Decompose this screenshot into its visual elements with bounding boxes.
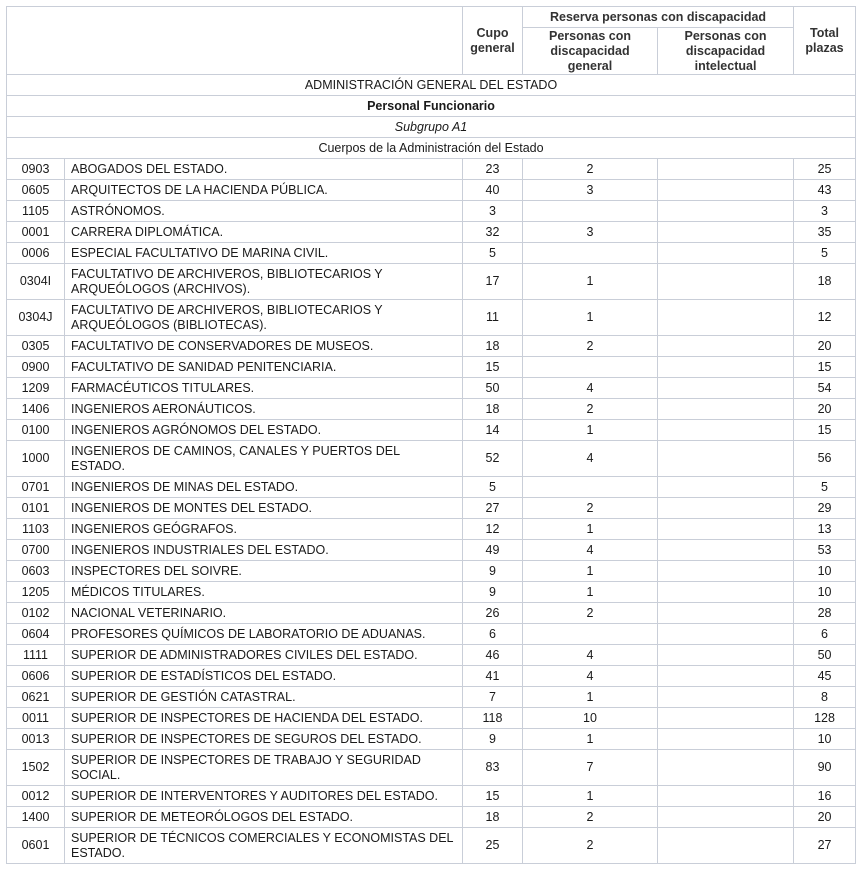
row-code: 0700 [7, 540, 65, 561]
row-code: 0011 [7, 708, 65, 729]
table-row [7, 264, 856, 300]
row-total: 53 [794, 540, 856, 561]
row-code: 0100 [7, 420, 65, 441]
section-row [7, 75, 856, 96]
row-total: 28 [794, 603, 856, 624]
table-row [7, 603, 856, 624]
row-code: 0304J [7, 300, 65, 336]
row-disc-general: 1 [523, 264, 658, 300]
row-total: 90 [794, 750, 856, 786]
row-name: MÉDICOS TITULARES. [65, 582, 463, 603]
row-cupo: 5 [463, 477, 523, 498]
table-row [7, 786, 856, 807]
header-disc-intelectual: Personas con discapacidad intelectual [658, 28, 794, 75]
row-disc-intelectual [658, 519, 794, 540]
row-disc-intelectual [658, 222, 794, 243]
row-disc-general: 2 [523, 603, 658, 624]
row-name: SUPERIOR DE ADMINISTRADORES CIVILES DEL ESTADO. [65, 645, 463, 666]
row-total: 3 [794, 201, 856, 222]
row-disc-intelectual [658, 300, 794, 336]
row-name: CARRERA DIPLOMÁTICA. [65, 222, 463, 243]
row-disc-intelectual [658, 378, 794, 399]
row-name: NACIONAL VETERINARIO. [65, 603, 463, 624]
table-row [7, 540, 856, 561]
row-total: 43 [794, 180, 856, 201]
row-cupo: 15 [463, 357, 523, 378]
table-row [7, 498, 856, 519]
row-disc-general: 3 [523, 180, 658, 201]
row-disc-general [523, 243, 658, 264]
row-disc-general: 1 [523, 561, 658, 582]
header-cupo-general: Cupo general [463, 7, 523, 75]
row-name: FACULTATIVO DE ARCHIVEROS, BIBLIOTECARIOS Y ARQUEÓLOGOS (BIBLIOTECAS). [65, 300, 463, 336]
row-disc-general: 2 [523, 159, 658, 180]
row-code: 0013 [7, 729, 65, 750]
row-cupo: 7 [463, 687, 523, 708]
row-disc-intelectual [658, 708, 794, 729]
row-cupo: 18 [463, 807, 523, 828]
row-code: 1400 [7, 807, 65, 828]
row-cupo: 5 [463, 243, 523, 264]
row-disc-intelectual [658, 264, 794, 300]
row-total: 128 [794, 708, 856, 729]
row-total: 5 [794, 477, 856, 498]
row-disc-general: 1 [523, 687, 658, 708]
row-name: FACULTATIVO DE SANIDAD PENITENCIARIA. [65, 357, 463, 378]
table-row [7, 750, 856, 786]
table-row [7, 441, 856, 477]
row-cupo: 12 [463, 519, 523, 540]
row-disc-intelectual [658, 807, 794, 828]
row-disc-intelectual [658, 729, 794, 750]
row-name: SUPERIOR DE INSPECTORES DE SEGUROS DEL ESTADO. [65, 729, 463, 750]
row-disc-general: 2 [523, 336, 658, 357]
plazas-table [6, 6, 856, 864]
row-total: 50 [794, 645, 856, 666]
section-row [7, 117, 856, 138]
table-row [7, 666, 856, 687]
row-disc-general: 4 [523, 540, 658, 561]
row-disc-general: 4 [523, 666, 658, 687]
table-row [7, 378, 856, 399]
row-name: INGENIEROS AERONÁUTICOS. [65, 399, 463, 420]
section-admin: ADMINISTRACIÓN GENERAL DEL ESTADO [7, 75, 856, 96]
row-cupo: 83 [463, 750, 523, 786]
row-disc-intelectual [658, 243, 794, 264]
row-disc-intelectual [658, 540, 794, 561]
table-row [7, 201, 856, 222]
row-name: ESPECIAL FACULTATIVO DE MARINA CIVIL. [65, 243, 463, 264]
table-row [7, 729, 856, 750]
row-disc-intelectual [658, 357, 794, 378]
row-code: 0603 [7, 561, 65, 582]
row-cupo: 49 [463, 540, 523, 561]
row-disc-general: 1 [523, 582, 658, 603]
table-row [7, 828, 856, 864]
row-disc-intelectual [658, 603, 794, 624]
row-name: SUPERIOR DE INSPECTORES DE TRABAJO Y SEGURIDAD SOCIAL. [65, 750, 463, 786]
header-blank [7, 7, 463, 75]
row-code: 0101 [7, 498, 65, 519]
header-total: Total plazas [794, 7, 856, 75]
row-cupo: 41 [463, 666, 523, 687]
row-cupo: 46 [463, 645, 523, 666]
row-total: 5 [794, 243, 856, 264]
row-name: ASTRÓNOMOS. [65, 201, 463, 222]
row-disc-general: 2 [523, 498, 658, 519]
row-cupo: 50 [463, 378, 523, 399]
row-code: 0900 [7, 357, 65, 378]
row-disc-intelectual [658, 786, 794, 807]
row-disc-intelectual [658, 159, 794, 180]
row-cupo: 40 [463, 180, 523, 201]
row-total: 35 [794, 222, 856, 243]
row-disc-intelectual [658, 420, 794, 441]
row-cupo: 15 [463, 786, 523, 807]
row-disc-general: 1 [523, 519, 658, 540]
row-code: 0012 [7, 786, 65, 807]
row-cupo: 17 [463, 264, 523, 300]
row-total: 12 [794, 300, 856, 336]
row-disc-general: 2 [523, 399, 658, 420]
table-row [7, 645, 856, 666]
table-row [7, 159, 856, 180]
row-disc-general: 7 [523, 750, 658, 786]
row-disc-intelectual [658, 180, 794, 201]
row-disc-intelectual [658, 828, 794, 864]
row-disc-intelectual [658, 582, 794, 603]
row-name: INSPECTORES DEL SOIVRE. [65, 561, 463, 582]
row-code: 0001 [7, 222, 65, 243]
row-code: 1105 [7, 201, 65, 222]
row-disc-general: 4 [523, 378, 658, 399]
row-disc-general: 1 [523, 786, 658, 807]
section-row [7, 138, 856, 159]
row-code: 0601 [7, 828, 65, 864]
row-cupo: 11 [463, 300, 523, 336]
row-code: 0102 [7, 603, 65, 624]
table-row [7, 399, 856, 420]
table-row [7, 243, 856, 264]
row-disc-intelectual [658, 687, 794, 708]
table-row [7, 477, 856, 498]
row-cupo: 52 [463, 441, 523, 477]
row-code: 1209 [7, 378, 65, 399]
row-total: 10 [794, 561, 856, 582]
row-cupo: 18 [463, 336, 523, 357]
row-disc-general [523, 201, 658, 222]
header-row [7, 7, 856, 28]
row-total: 20 [794, 336, 856, 357]
row-cupo: 14 [463, 420, 523, 441]
row-name: INGENIEROS DE MONTES DEL ESTADO. [65, 498, 463, 519]
row-disc-general: 1 [523, 420, 658, 441]
row-total: 15 [794, 357, 856, 378]
row-name: PROFESORES QUÍMICOS DE LABORATORIO DE ADUANAS. [65, 624, 463, 645]
row-total: 10 [794, 582, 856, 603]
row-disc-intelectual [658, 477, 794, 498]
row-disc-intelectual [658, 498, 794, 519]
row-name: SUPERIOR DE INTERVENTORES Y AUDITORES DEL ESTADO. [65, 786, 463, 807]
row-code: 0006 [7, 243, 65, 264]
section-row [7, 96, 856, 117]
row-code: 0305 [7, 336, 65, 357]
row-total: 18 [794, 264, 856, 300]
row-name: FACULTATIVO DE CONSERVADORES DE MUSEOS. [65, 336, 463, 357]
row-total: 6 [794, 624, 856, 645]
row-disc-intelectual [658, 336, 794, 357]
table-row [7, 300, 856, 336]
row-name: INGENIEROS DE MINAS DEL ESTADO. [65, 477, 463, 498]
row-code: 1406 [7, 399, 65, 420]
row-name: SUPERIOR DE INSPECTORES DE HACIENDA DEL ESTADO. [65, 708, 463, 729]
table-row [7, 561, 856, 582]
row-code: 1502 [7, 750, 65, 786]
row-cupo: 25 [463, 828, 523, 864]
section-personal: Personal Funcionario [7, 96, 856, 117]
row-code: 0621 [7, 687, 65, 708]
row-total: 56 [794, 441, 856, 477]
row-cupo: 18 [463, 399, 523, 420]
row-total: 20 [794, 807, 856, 828]
row-cupo: 9 [463, 729, 523, 750]
table-row [7, 357, 856, 378]
row-code: 1103 [7, 519, 65, 540]
table-row [7, 708, 856, 729]
row-disc-general: 1 [523, 300, 658, 336]
row-code: 0701 [7, 477, 65, 498]
row-disc-general: 10 [523, 708, 658, 729]
row-total: 29 [794, 498, 856, 519]
row-disc-intelectual [658, 666, 794, 687]
row-code: 0903 [7, 159, 65, 180]
row-name: FACULTATIVO DE ARCHIVEROS, BIBLIOTECARIOS Y ARQUEÓLOGOS (ARCHIVOS). [65, 264, 463, 300]
row-total: 27 [794, 828, 856, 864]
row-cupo: 26 [463, 603, 523, 624]
row-name: INGENIEROS DE CAMINOS, CANALES Y PUERTOS DEL ESTADO. [65, 441, 463, 477]
table-row [7, 582, 856, 603]
row-disc-general: 1 [523, 729, 658, 750]
row-code: 0606 [7, 666, 65, 687]
table-row [7, 420, 856, 441]
row-total: 15 [794, 420, 856, 441]
section-cuerpos: Cuerpos de la Administración del Estado [7, 138, 856, 159]
row-total: 45 [794, 666, 856, 687]
row-cupo: 9 [463, 582, 523, 603]
table-row [7, 222, 856, 243]
row-name: ARQUITECTOS DE LA HACIENDA PÚBLICA. [65, 180, 463, 201]
row-name: SUPERIOR DE METEORÓLOGOS DEL ESTADO. [65, 807, 463, 828]
table-row [7, 336, 856, 357]
row-code: 1205 [7, 582, 65, 603]
row-disc-intelectual [658, 441, 794, 477]
row-cupo: 27 [463, 498, 523, 519]
row-cupo: 23 [463, 159, 523, 180]
row-code: 0304I [7, 264, 65, 300]
row-disc-intelectual [658, 399, 794, 420]
row-name: SUPERIOR DE TÉCNICOS COMERCIALES Y ECONOMISTAS DEL ESTADO. [65, 828, 463, 864]
row-total: 20 [794, 399, 856, 420]
row-total: 54 [794, 378, 856, 399]
table-row [7, 807, 856, 828]
row-disc-general [523, 357, 658, 378]
row-cupo: 118 [463, 708, 523, 729]
row-cupo: 9 [463, 561, 523, 582]
row-cupo: 3 [463, 201, 523, 222]
row-disc-intelectual [658, 561, 794, 582]
row-disc-general: 4 [523, 441, 658, 477]
row-disc-intelectual [658, 645, 794, 666]
row-disc-intelectual [658, 624, 794, 645]
table-row [7, 180, 856, 201]
table-row [7, 687, 856, 708]
row-name: INGENIEROS AGRÓNOMOS DEL ESTADO. [65, 420, 463, 441]
row-disc-general: 4 [523, 645, 658, 666]
row-disc-intelectual [658, 201, 794, 222]
table-row [7, 519, 856, 540]
header-disc-general: Personas con discapacidad general [523, 28, 658, 75]
row-code: 0604 [7, 624, 65, 645]
row-code: 0605 [7, 180, 65, 201]
section-subgrupo: Subgrupo A1 [7, 117, 856, 138]
row-name: INGENIEROS INDUSTRIALES DEL ESTADO. [65, 540, 463, 561]
row-name: ABOGADOS DEL ESTADO. [65, 159, 463, 180]
row-cupo: 6 [463, 624, 523, 645]
row-disc-general [523, 477, 658, 498]
row-total: 16 [794, 786, 856, 807]
row-disc-intelectual [658, 750, 794, 786]
row-name: SUPERIOR DE GESTIÓN CATASTRAL. [65, 687, 463, 708]
row-name: INGENIEROS GEÓGRAFOS. [65, 519, 463, 540]
row-cupo: 32 [463, 222, 523, 243]
row-disc-general: 2 [523, 828, 658, 864]
row-code: 1111 [7, 645, 65, 666]
row-total: 25 [794, 159, 856, 180]
header-reserva: Reserva personas con discapacidad [523, 7, 794, 28]
row-total: 13 [794, 519, 856, 540]
row-code: 1000 [7, 441, 65, 477]
row-disc-general: 2 [523, 807, 658, 828]
row-disc-general: 3 [523, 222, 658, 243]
row-total: 8 [794, 687, 856, 708]
row-disc-general [523, 624, 658, 645]
table-row [7, 624, 856, 645]
row-name: FARMACÉUTICOS TITULARES. [65, 378, 463, 399]
row-total: 10 [794, 729, 856, 750]
row-name: SUPERIOR DE ESTADÍSTICOS DEL ESTADO. [65, 666, 463, 687]
